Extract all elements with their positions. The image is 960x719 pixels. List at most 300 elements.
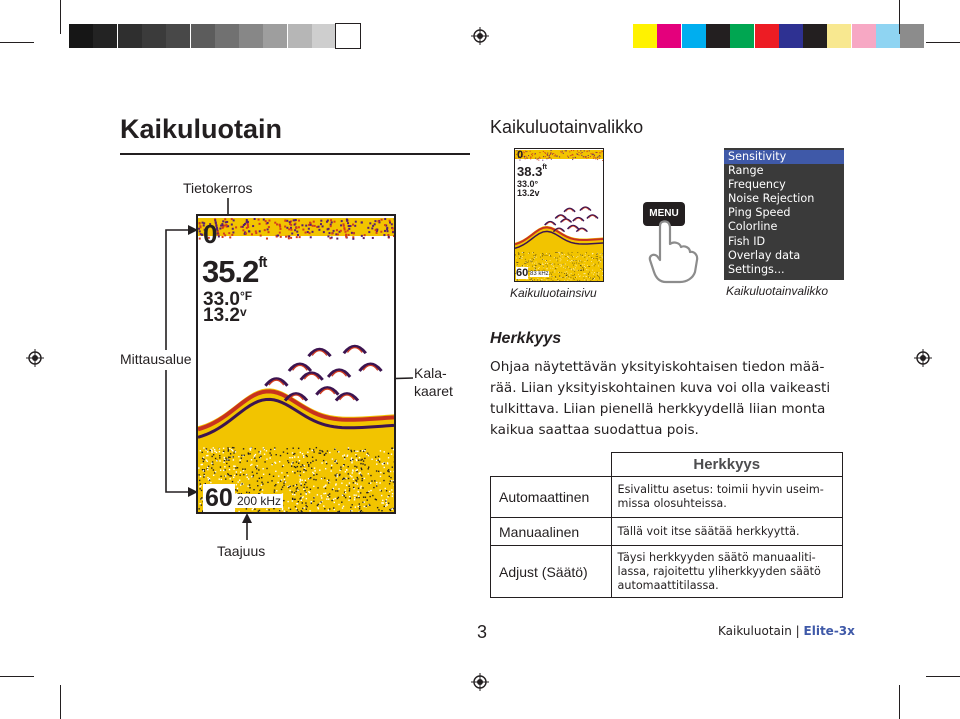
- bottom-speckle: [271, 464, 272, 465]
- bottom-speckle: [361, 475, 362, 476]
- surface-clutter-dot: [535, 158, 536, 159]
- surface-clutter-dot: [251, 233, 253, 235]
- bottom-speckle: [359, 508, 360, 509]
- bottom-speckle: [335, 490, 336, 491]
- bottom-speckle: [336, 476, 337, 477]
- bottom-speckle: [259, 452, 260, 453]
- bottom-speckle: [266, 458, 267, 459]
- bottom-speckle: [241, 483, 242, 484]
- bottom-speckle: [571, 273, 572, 274]
- surface-clutter-dot: [267, 228, 269, 230]
- bottom-speckle: [559, 280, 560, 281]
- surface-clutter-dot: [344, 231, 346, 233]
- bottom-speckle: [237, 467, 238, 468]
- bottom-speckle: [561, 272, 562, 273]
- bottom-speckle: [515, 255, 516, 256]
- menu-item-fish-id[interactable]: Fish ID: [728, 234, 766, 248]
- surface-clutter-dot: [279, 226, 281, 228]
- bottom-speckle: [198, 474, 199, 475]
- bottom-speckle: [523, 253, 524, 254]
- bottom-speckle: [246, 508, 247, 509]
- bottom-speckle: [274, 485, 275, 486]
- menu-item-colorline[interactable]: Colorline: [728, 220, 778, 234]
- bottom-speckle: [593, 258, 594, 259]
- bottom-speckle: [547, 255, 548, 256]
- bottom-speckle: [581, 270, 582, 271]
- surface-clutter-dot: [560, 151, 561, 152]
- surface-clutter-dot: [539, 152, 540, 153]
- bottom-speckle: [542, 259, 543, 260]
- bottom-speckle: [547, 280, 548, 281]
- bottom-speckle: [584, 273, 585, 274]
- surface-clutter-dot: [231, 218, 233, 220]
- bottom-speckle: [525, 263, 526, 264]
- bottom-speckle: [287, 453, 288, 454]
- bottom-speckle: [564, 273, 565, 274]
- bottom-speckle: [311, 503, 312, 504]
- surface-clutter-dot: [308, 232, 310, 234]
- bottom-speckle: [208, 479, 209, 480]
- bottom-speckle: [346, 456, 347, 457]
- bottom-speckle: [369, 496, 370, 497]
- surface-clutter-dot: [231, 234, 233, 236]
- bottom-speckle: [313, 473, 314, 474]
- bottom-speckle: [249, 487, 250, 488]
- bottom-speckle: [302, 480, 303, 481]
- bottom-speckle: [300, 493, 301, 494]
- range-bracket-icon: [160, 222, 200, 502]
- bottom-speckle: [588, 266, 589, 267]
- bottom-speckle: [300, 474, 301, 475]
- bottom-speckle: [313, 479, 314, 480]
- bottom-speckle: [214, 449, 215, 450]
- bottom-speckle: [596, 254, 597, 255]
- surface-clutter-dot: [363, 237, 365, 239]
- bottom-speckle: [206, 448, 207, 449]
- crop-mark: [899, 685, 900, 719]
- bottom-speckle: [561, 265, 562, 266]
- bottom-speckle: [350, 497, 351, 498]
- surface-clutter-dot: [593, 156, 594, 157]
- bottom-speckle: [256, 465, 257, 466]
- bottom-speckle: [329, 508, 330, 509]
- surface-clutter-dot: [341, 220, 343, 222]
- surface-clutter-dot: [264, 229, 266, 231]
- bottom-speckle: [567, 275, 568, 276]
- bottom-speckle: [553, 276, 554, 277]
- bottom-speckle: [303, 507, 304, 508]
- bottom-speckle: [219, 448, 220, 449]
- surface-clutter-dot: [547, 153, 548, 154]
- bottom-speckle: [295, 506, 296, 507]
- bottom-speckle: [381, 510, 382, 511]
- bottom-speckle: [538, 278, 539, 279]
- table-header: Herkkyys: [611, 453, 843, 477]
- bottom-speckle: [571, 269, 572, 270]
- bottom-speckle: [294, 472, 295, 473]
- bottom-speckle: [532, 261, 533, 262]
- bottom-speckle: [244, 468, 245, 469]
- bottom-speckle: [522, 265, 523, 266]
- surface-clutter-dot: [294, 229, 296, 231]
- surface-clutter-dot: [305, 225, 307, 227]
- surface-clutter-dot: [302, 229, 304, 231]
- bottom-speckle: [587, 259, 588, 260]
- bottom-speckle: [368, 483, 369, 484]
- bottom-speckle: [219, 451, 220, 452]
- bottom-speckle: [600, 254, 601, 255]
- bottom-speckle: [552, 276, 553, 277]
- bottom-speckle: [370, 490, 371, 491]
- bottom-speckle: [252, 509, 253, 510]
- bottom-speckle: [351, 462, 352, 463]
- bottom-speckle: [331, 500, 332, 501]
- bottom-speckle: [253, 475, 254, 476]
- bottom-speckle: [574, 260, 575, 261]
- surface-clutter-dot: [546, 158, 547, 159]
- bottom-speckle: [535, 265, 536, 266]
- menu-item-overlay-data[interactable]: Overlay data: [728, 248, 801, 262]
- crop-mark: [926, 676, 960, 677]
- bottom-speckle: [546, 268, 547, 269]
- bottom-speckle: [602, 256, 603, 257]
- bottom-speckle: [380, 472, 381, 473]
- bottom-speckle: [589, 266, 590, 267]
- surface-clutter-dot: [386, 230, 388, 232]
- bottom-speckle: [209, 450, 210, 451]
- bottom-speckle: [336, 479, 337, 480]
- bottom-speckle: [349, 482, 350, 483]
- surface-clutter-dot: [580, 153, 581, 154]
- surface-clutter-dot: [223, 233, 225, 235]
- bottom-speckle: [577, 280, 578, 281]
- bottom-speckle: [321, 497, 322, 498]
- menu-item-noise-rejection[interactable]: Noise Rejection: [728, 192, 815, 206]
- section-paragraph: Ohjaa näytettävän yksityiskohtaisen tiedon mää- rää. Liian yksityiskohtainen kuva voi olla vaikeasti tulkittava. Liian pienellä herkkyydellä liian monta kaikua saattaa suodattua pois.: [490, 359, 831, 438]
- bottom-speckle: [226, 463, 227, 464]
- bottom-speckle: [239, 480, 240, 481]
- bottom-speckle: [536, 257, 537, 258]
- sensitivity-table: [490, 452, 843, 598]
- bottom-speckle: [382, 464, 383, 465]
- bottom-speckle: [572, 252, 573, 253]
- bottom-speckle: [312, 461, 313, 462]
- bottom-speckle: [223, 462, 224, 463]
- bottom-speckle: [303, 465, 304, 466]
- bottom-speckle: [336, 463, 337, 464]
- bottom-speckle: [555, 252, 556, 253]
- bottom-speckle: [574, 263, 575, 264]
- bottom-speckle: [525, 259, 526, 260]
- bottom-speckle: [588, 273, 589, 274]
- bottom-speckle: [306, 487, 307, 488]
- surface-clutter-dot: [291, 233, 293, 235]
- bottom-speckle: [254, 455, 255, 456]
- bottom-speckle: [600, 269, 601, 270]
- bottom-speckle: [281, 489, 282, 490]
- surface-clutter-dot: [559, 156, 560, 157]
- bottom-speckle: [387, 470, 388, 471]
- bottom-speckle: [233, 469, 234, 470]
- bottom-speckle: [543, 266, 544, 267]
- surface-clutter-dot: [600, 152, 601, 153]
- bottom-speckle: [557, 267, 558, 268]
- bottom-speckle: [580, 265, 581, 266]
- surface-clutter-dot: [318, 226, 320, 228]
- bottom-speckle: [287, 475, 288, 476]
- bottom-speckle: [516, 262, 517, 263]
- bottom-speckle: [567, 260, 568, 261]
- bottom-speckle: [550, 273, 551, 274]
- bottom-speckle: [565, 272, 566, 273]
- bottom-speckle: [602, 271, 603, 272]
- bottom-speckle: [581, 266, 582, 267]
- surface-clutter-dot: [333, 221, 335, 223]
- surface-clutter-dot: [289, 221, 291, 223]
- bottom-speckle: [212, 461, 213, 462]
- bottom-speckle: [533, 252, 534, 253]
- bottom-speckle: [540, 264, 541, 265]
- surface-clutter-dot: [293, 219, 295, 221]
- bottom-speckle: [544, 278, 545, 279]
- bottom-speckle: [211, 450, 212, 451]
- bottom-speckle: [597, 260, 598, 261]
- bottom-speckle: [364, 506, 365, 507]
- color-swatch: [876, 24, 900, 48]
- surface-clutter-dot: [290, 227, 292, 229]
- surface-clutter-dot: [551, 152, 552, 153]
- bottom-speckle: [292, 457, 293, 458]
- bottom-speckle: [328, 509, 329, 510]
- surface-clutter-dot: [590, 156, 591, 157]
- menu-item-frequency[interactable]: Frequency: [728, 178, 786, 192]
- bottom-speckle: [260, 451, 261, 452]
- bottom-speckle: [291, 463, 292, 464]
- menu-item-ping-speed[interactable]: Ping Speed: [728, 206, 791, 220]
- surface-clutter-dot: [581, 155, 582, 156]
- surface-clutter-dot: [217, 234, 219, 236]
- bottom-speckle: [599, 260, 600, 261]
- bottom-speckle: [243, 448, 244, 449]
- bottom-speckle: [391, 448, 392, 449]
- bottom-speckle: [283, 482, 284, 483]
- surface-clutter-dot: [228, 232, 230, 234]
- surface-clutter-dot: [554, 155, 555, 156]
- bottom-speckle: [384, 451, 385, 452]
- bottom-speckle: [288, 462, 289, 463]
- bottom-speckle: [576, 266, 577, 267]
- menu-item-settings[interactable]: Settings...: [728, 262, 785, 276]
- bottom-speckle: [201, 452, 202, 453]
- bottom-speckle: [559, 272, 560, 273]
- surface-clutter-dot: [330, 219, 332, 221]
- surface-clutter-dot: [377, 220, 379, 222]
- surface-clutter-dot: [347, 230, 349, 232]
- bottom-speckle: [203, 447, 204, 448]
- color-swatch: [166, 24, 190, 48]
- bottom-speckle: [384, 463, 385, 464]
- bottom-speckle: [268, 509, 269, 510]
- surface-clutter-dot: [312, 231, 314, 233]
- bottom-speckle: [557, 279, 558, 280]
- bottom-speckle: [559, 254, 560, 255]
- bottom-speckle: [596, 258, 597, 259]
- bottom-speckle: [287, 460, 288, 461]
- bottom-speckle: [323, 505, 324, 506]
- depth-readout: $35.2^{ft}$: [202, 254, 267, 289]
- color-swatch: [730, 24, 754, 48]
- bottom-speckle: [286, 448, 287, 449]
- bottom-speckle: [556, 260, 557, 261]
- bottom-speckle: [352, 470, 353, 471]
- surface-clutter-dot: [387, 234, 389, 236]
- bottom-speckle: [346, 485, 347, 486]
- bottom-speckle: [337, 511, 338, 512]
- bottom-speckle: [201, 464, 202, 465]
- footer-running-head: Kaikuluotain | Elite-3x: [718, 624, 855, 638]
- bottom-speckle: [203, 474, 204, 475]
- bottom-speckle: [305, 482, 306, 483]
- bottom-speckle: [542, 253, 543, 254]
- bottom-speckle: [351, 510, 352, 511]
- bottom-speckle: [550, 255, 551, 256]
- surface-clutter-dot: [307, 231, 309, 233]
- bottom-speckle: [345, 492, 346, 493]
- menu-item-range[interactable]: Range: [728, 164, 764, 178]
- bottom-speckle: [560, 261, 561, 262]
- bottom-speckle: [559, 275, 560, 276]
- bottom-speckle: [348, 486, 349, 487]
- surface-clutter-dot: [224, 218, 226, 220]
- bottom-speckle: [556, 269, 557, 270]
- bottom-speckle: [595, 264, 596, 265]
- bottom-speckle: [549, 255, 550, 256]
- bottom-speckle: [319, 450, 320, 451]
- bottom-speckle: [380, 476, 381, 477]
- bottom-speckle: [211, 451, 212, 452]
- bottom-speckle: [553, 280, 554, 281]
- bottom-speckle: [535, 267, 536, 268]
- bottom-speckle: [551, 256, 552, 257]
- bottom-speckle: [370, 482, 371, 483]
- surface-clutter-dot: [600, 156, 601, 157]
- surface-clutter-dot: [284, 226, 286, 228]
- bottom-speckle: [355, 506, 356, 507]
- bottom-speckle: [266, 468, 267, 469]
- bottom-speckle: [300, 479, 301, 480]
- bottom-speckle: [342, 495, 343, 496]
- surface-clutter-dot: [597, 159, 598, 160]
- surface-clutter-dot: [337, 233, 339, 235]
- bottom-speckle: [242, 468, 243, 469]
- bottom-speckle: [256, 473, 257, 474]
- bottom-speckle: [313, 451, 314, 452]
- bottom-speckle: [602, 253, 603, 254]
- surface-clutter-dot: [550, 154, 551, 155]
- bottom-speckle: [532, 266, 533, 267]
- bottom-speckle: [376, 460, 377, 461]
- bottom-speckle: [522, 256, 523, 257]
- surface-clutter-dot: [384, 230, 386, 232]
- bottom-speckle: [533, 259, 534, 260]
- menu-button[interactable]: MENU: [643, 202, 685, 226]
- surface-clutter-dot: [199, 223, 201, 225]
- bottom-speckle: [338, 488, 339, 489]
- bottom-speckle: [545, 260, 546, 261]
- range-top: 0: [517, 149, 524, 161]
- color-swatch: [900, 24, 924, 48]
- bottom-speckle: [583, 268, 584, 269]
- surface-clutter-dot: [544, 152, 545, 153]
- surface-clutter-dot: [344, 229, 346, 231]
- bottom-speckle: [276, 454, 277, 455]
- surface-clutter-dot: [245, 232, 247, 234]
- bottom-speckle: [517, 262, 518, 263]
- bottom-speckle: [387, 463, 388, 464]
- bottom-speckle: [360, 486, 361, 487]
- bottom-speckle: [247, 477, 248, 478]
- bottom-speckle: [546, 261, 547, 262]
- bottom-speckle: [552, 263, 553, 264]
- surface-clutter-dot: [242, 226, 244, 228]
- surface-clutter-dot: [267, 222, 269, 224]
- bottom-speckle: [577, 270, 578, 271]
- bottom-speckle: [316, 447, 317, 448]
- bottom-speckle: [384, 506, 385, 507]
- menu-item-sensitivity[interactable]: Sensitivity: [724, 150, 844, 164]
- bottom-speckle: [282, 486, 283, 487]
- bottom-speckle: [203, 470, 204, 471]
- surface-clutter-dot: [555, 154, 556, 155]
- surface-clutter-dot: [233, 219, 235, 221]
- bottom-speckle: [281, 472, 282, 473]
- bottom-speckle: [555, 277, 556, 278]
- bottom-speckle: [542, 256, 543, 257]
- bottom-speckle: [518, 253, 519, 254]
- bottom-speckle: [266, 509, 267, 510]
- bottom-speckle: [250, 449, 251, 450]
- bottom-speckle: [383, 480, 384, 481]
- bottom-speckle: [385, 502, 386, 503]
- bottom-speckle: [532, 258, 533, 259]
- bottom-speckle: [302, 453, 303, 454]
- bottom-speckle: [247, 460, 248, 461]
- bottom-speckle: [540, 255, 541, 256]
- color-swatch: [191, 24, 215, 48]
- bottom-speckle: [302, 508, 303, 509]
- bottom-speckle: [317, 494, 318, 495]
- bottom-speckle: [524, 255, 525, 256]
- bottom-speckle: [232, 456, 233, 457]
- surface-clutter-dot: [288, 235, 290, 237]
- surface-clutter-dot: [320, 223, 322, 225]
- bottom-speckle: [560, 256, 561, 257]
- bottom-speckle: [554, 257, 555, 258]
- color-swatch: [706, 24, 730, 48]
- bottom-speckle: [362, 478, 363, 479]
- surface-clutter-dot: [553, 153, 554, 154]
- surface-clutter-dot: [548, 158, 549, 159]
- bottom-speckle: [599, 272, 600, 273]
- surface-clutter-dot: [285, 236, 287, 238]
- surface-clutter-dot: [526, 157, 527, 158]
- bottom-speckle: [546, 253, 547, 254]
- bottom-speckle: [270, 449, 271, 450]
- bottom-speckle: [585, 267, 586, 268]
- table-row: [491, 518, 843, 546]
- bottom-speckle: [295, 467, 296, 468]
- bottom-speckle: [574, 279, 575, 280]
